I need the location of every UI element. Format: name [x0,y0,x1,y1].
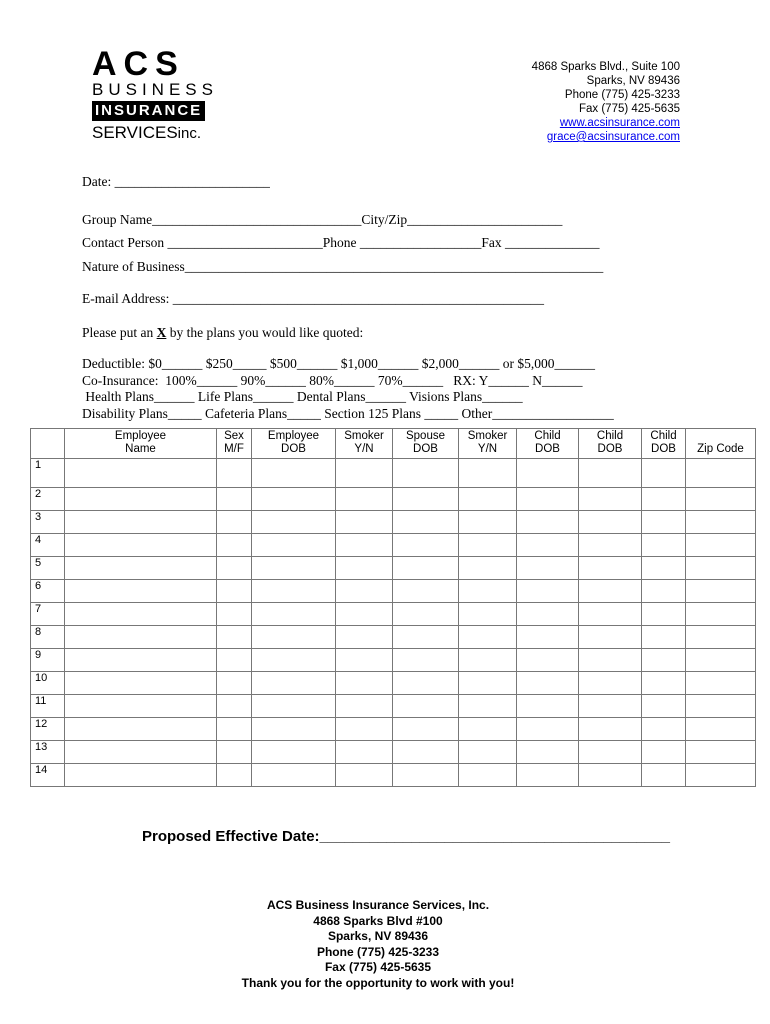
table-cell[interactable] [686,672,756,695]
address-block [532,60,680,144]
table-cell[interactable] [65,603,217,626]
table-cell[interactable] [336,649,393,672]
row-number: 1 [31,459,65,488]
table-cell[interactable] [459,741,517,764]
table-cell[interactable] [642,626,686,649]
table-cell[interactable] [459,603,517,626]
table-cell[interactable] [336,557,393,580]
table-cell[interactable] [517,459,579,488]
column-header-line: DOB [413,443,438,455]
column-header-line [31,430,64,443]
row-number: 12 [31,718,65,741]
logo-inc-text: inc. [177,125,202,142]
table-cell[interactable] [336,511,393,534]
row-number: 8 [31,626,65,649]
table-cell[interactable] [642,580,686,603]
table-cell[interactable] [642,459,686,488]
table-cell[interactable] [579,649,642,672]
table-cell[interactable] [642,672,686,695]
table-cell[interactable] [336,764,393,787]
table-cell[interactable] [642,695,686,718]
table-cell[interactable] [642,718,686,741]
row-number: 7 [31,603,65,626]
nature-of-business-field[interactable]: Nature of Business______________________________________________________________ [82,259,604,274]
table-cell[interactable] [252,695,336,718]
column-header-line: Sex [224,430,244,442]
table-cell[interactable] [65,695,217,718]
column-header-line [686,430,755,443]
table-cell[interactable] [517,718,579,741]
table-cell[interactable] [217,672,252,695]
coinsurance-field[interactable]: Co-Insurance: 100%______ 90%______ 80%______ 70%______ RX: Y______ N______ [82,373,583,388]
table-row [31,764,756,787]
instructions-x: X [156,325,167,340]
table-cell[interactable] [336,672,393,695]
disability-plans-field[interactable]: Disability Plans_____ Cafeteria Plans_____ Section 125 Plans _____ Other__________________ [82,406,614,421]
row-number: 3 [31,511,65,534]
table-cell[interactable] [252,626,336,649]
table-cell[interactable] [686,459,756,488]
table-cell[interactable] [65,764,217,787]
column-header [252,429,336,459]
footer-company: ACS Business Insurance Services, Inc. [266,898,490,912]
table-row [31,649,756,672]
table-header-row [31,429,756,459]
table-cell[interactable] [579,511,642,534]
table-cell[interactable] [336,488,393,511]
footer-fax: Fax (775) 425-5635 [324,960,432,974]
table-cell[interactable] [517,557,579,580]
column-header-line: Spouse [405,430,445,442]
table-cell[interactable] [217,741,252,764]
instructions-text [82,325,363,341]
address-fax: Fax (775) 425-5635 [578,103,680,115]
table-cell[interactable] [65,534,217,557]
table-cell[interactable] [686,557,756,580]
column-header-line: Employee [267,430,320,442]
table-cell[interactable] [642,557,686,580]
table-cell[interactable] [252,718,336,741]
table-cell[interactable] [336,626,393,649]
table-cell[interactable] [336,718,393,741]
column-header-line: Smoker [344,430,384,442]
table-cell[interactable] [459,764,517,787]
row-number: 5 [31,557,65,580]
table-row [31,459,756,488]
employee-census-table [30,428,756,787]
logo-insurance-text: INSURANCE [92,101,205,121]
table-cell[interactable] [686,649,756,672]
table-cell[interactable] [459,672,517,695]
table-cell[interactable] [686,488,756,511]
address-city: Sparks, NV 89436 [586,75,680,87]
table-cell[interactable] [459,649,517,672]
table-cell[interactable] [393,626,459,649]
table-cell[interactable] [65,672,217,695]
table-cell[interactable] [252,580,336,603]
table-cell[interactable] [217,580,252,603]
table-cell[interactable] [217,718,252,741]
table-cell[interactable] [393,764,459,787]
table-cell[interactable] [686,534,756,557]
table-cell[interactable] [65,626,217,649]
column-header [642,429,686,459]
table-cell[interactable] [686,764,756,787]
table-cell[interactable] [579,764,642,787]
table-cell[interactable] [217,695,252,718]
table-cell[interactable] [686,603,756,626]
table-cell[interactable] [217,649,252,672]
footer-city: Sparks, NV 89436 [327,929,429,943]
table-cell[interactable] [336,459,393,488]
table-cell[interactable] [393,649,459,672]
table-row [31,557,756,580]
table-cell[interactable] [642,764,686,787]
table-cell[interactable] [217,764,252,787]
table-cell[interactable] [393,488,459,511]
table-cell[interactable] [579,557,642,580]
company-logo [92,45,242,145]
table-cell[interactable] [393,459,459,488]
table-cell[interactable] [393,557,459,580]
table-cell[interactable] [252,764,336,787]
table-cell[interactable] [217,511,252,534]
table-cell[interactable] [579,718,642,741]
table-cell[interactable] [517,764,579,787]
table-cell[interactable] [393,534,459,557]
table-cell[interactable] [336,741,393,764]
table-cell[interactable] [65,741,217,764]
table-cell[interactable] [517,672,579,695]
group-name-field[interactable]: Group Name_______________________________City/Zip_______________________ [82,212,563,227]
row-number: 13 [31,741,65,764]
table-cell[interactable] [65,718,217,741]
table-cell[interactable] [459,488,517,511]
column-header-line: Name [125,443,156,455]
table-cell[interactable] [459,459,517,488]
table-cell[interactable] [517,626,579,649]
row-number: 6 [31,580,65,603]
column-header-line: DOB [535,443,560,455]
table-cell[interactable] [252,534,336,557]
email-link[interactable]: grace@acsinsurance.com [546,131,680,143]
column-header [517,429,579,459]
email-address-field[interactable]: E-mail Address: _______________________________________________________ [82,291,544,306]
table-row [31,672,756,695]
table-cell[interactable] [393,603,459,626]
column-header-line: DOB [281,443,306,455]
table-cell[interactable] [393,741,459,764]
table-cell[interactable] [393,672,459,695]
column-header-line [31,443,64,456]
column-header [217,429,252,459]
table-cell[interactable] [217,534,252,557]
row-number: 4 [31,534,65,557]
table-cell[interactable] [517,649,579,672]
row-number: 2 [31,488,65,511]
table-cell[interactable] [517,580,579,603]
footer-thanks: Thank you for the opportunity to work with you! [241,975,515,990]
table-cell[interactable] [686,511,756,534]
table-cell[interactable] [217,626,252,649]
table-cell[interactable] [252,557,336,580]
table-cell[interactable] [65,459,217,488]
logo-acs-text: ACS [92,45,185,83]
table-cell[interactable] [459,557,517,580]
table-cell[interactable] [459,580,517,603]
table-cell[interactable] [517,488,579,511]
column-header-line: DOB [651,443,676,455]
address-phone: Phone (775) 425-3233 [564,89,680,101]
table-cell[interactable] [252,672,336,695]
column-header [65,429,217,459]
table-cell[interactable] [517,741,579,764]
table-cell[interactable] [642,534,686,557]
column-header [686,429,756,459]
row-number: 10 [31,672,65,695]
instructions-post: by the plans you would like quoted: [166,325,364,340]
table-cell[interactable] [579,534,642,557]
table-cell[interactable] [686,580,756,603]
table-cell[interactable] [686,626,756,649]
table-cell[interactable] [517,603,579,626]
table-cell[interactable] [393,511,459,534]
table-cell[interactable] [459,695,517,718]
table-row [31,741,756,764]
table-cell[interactable] [459,626,517,649]
table-row [31,603,756,626]
footer-street: 4868 Sparks Blvd #100 [313,913,443,928]
table-cell[interactable] [336,534,393,557]
column-header-line: Zip Code [697,443,744,455]
health-plans-field[interactable]: Health Plans______ Life Plans______ Dental Plans______ Visions Plans______ [82,389,523,404]
deductible-field[interactable]: Deductible: $0______ $250_____ $500______ $1,000______ $2,000______ or $5,000______ [82,356,595,371]
website-link[interactable]: www.acsinsurance.com [559,117,680,129]
column-header-line: Child [596,430,624,442]
table-cell[interactable] [642,488,686,511]
table-cell[interactable] [686,741,756,764]
row-number: 14 [31,764,65,787]
table-cell[interactable] [252,488,336,511]
table-cell[interactable] [65,580,217,603]
column-header-line: Y/N [354,443,374,455]
date-field[interactable]: Date: _______________________ [82,174,270,189]
column-header-line: DOB [597,443,623,455]
table-cell[interactable] [686,695,756,718]
column-header-line: Y/N [477,443,498,455]
table-cell[interactable] [65,557,217,580]
logo-services-text [92,122,242,145]
table-cell[interactable] [642,649,686,672]
table-cell[interactable] [686,718,756,741]
table-cell[interactable] [517,534,579,557]
column-header [336,429,393,459]
table-cell[interactable] [579,695,642,718]
logo-services-word: SERVICES [92,123,178,142]
table-cell[interactable] [393,695,459,718]
table-cell[interactable] [336,695,393,718]
table-cell[interactable] [579,626,642,649]
footer-phone: Phone (775) 425-3233 [316,944,440,959]
table-row [31,511,756,534]
column-header-line: Smoker [467,430,508,442]
row-number: 9 [31,649,65,672]
table-cell[interactable] [642,741,686,764]
table-cell[interactable] [579,580,642,603]
table-cell[interactable] [65,511,217,534]
table-cell[interactable] [517,695,579,718]
table-cell[interactable] [579,459,642,488]
column-header-line: Child [650,430,677,442]
table-cell[interactable] [393,718,459,741]
contact-person-field[interactable]: Contact Person _______________________Phone __________________Fax ______________ [82,235,600,250]
table-cell[interactable] [217,603,252,626]
table-cell[interactable] [393,580,459,603]
proposed-effective-date-field[interactable]: Proposed Effective Date:__________________________________________ [142,828,670,845]
table-cell[interactable] [217,488,252,511]
table-cell[interactable] [642,511,686,534]
column-header [31,429,65,459]
table-cell[interactable] [579,672,642,695]
footer-contact-block [0,898,756,991]
table-cell[interactable] [252,741,336,764]
table-cell[interactable] [65,488,217,511]
table-cell[interactable] [336,580,393,603]
table-row [31,695,756,718]
table-row [31,718,756,741]
table-cell[interactable] [642,603,686,626]
table-row [31,534,756,557]
table-cell[interactable] [336,603,393,626]
row-number: 11 [31,695,65,718]
table-cell[interactable] [579,603,642,626]
column-header-line: Child [534,430,561,442]
column-header-line: Employee [114,430,167,442]
table-cell[interactable] [579,741,642,764]
logo-business-text: BUSINESS [92,80,218,99]
column-header-line: M/F [224,443,244,455]
table-cell[interactable] [252,511,336,534]
instructions-pre: Please put an [82,325,157,340]
table-cell[interactable] [517,511,579,534]
table-cell[interactable] [252,649,336,672]
table-cell[interactable] [65,649,217,672]
table-cell[interactable] [252,459,336,488]
table-row [31,488,756,511]
table-cell[interactable] [459,511,517,534]
table-cell[interactable] [252,603,336,626]
table-cell[interactable] [217,557,252,580]
table-cell[interactable] [459,534,517,557]
table-cell[interactable] [217,459,252,488]
table-cell[interactable] [459,718,517,741]
table-row [31,626,756,649]
column-header [459,429,517,459]
address-street: 4868 Sparks Blvd., Suite 100 [531,61,680,73]
column-header [393,429,459,459]
table-cell[interactable] [579,488,642,511]
column-header [579,429,642,459]
table-row [31,580,756,603]
